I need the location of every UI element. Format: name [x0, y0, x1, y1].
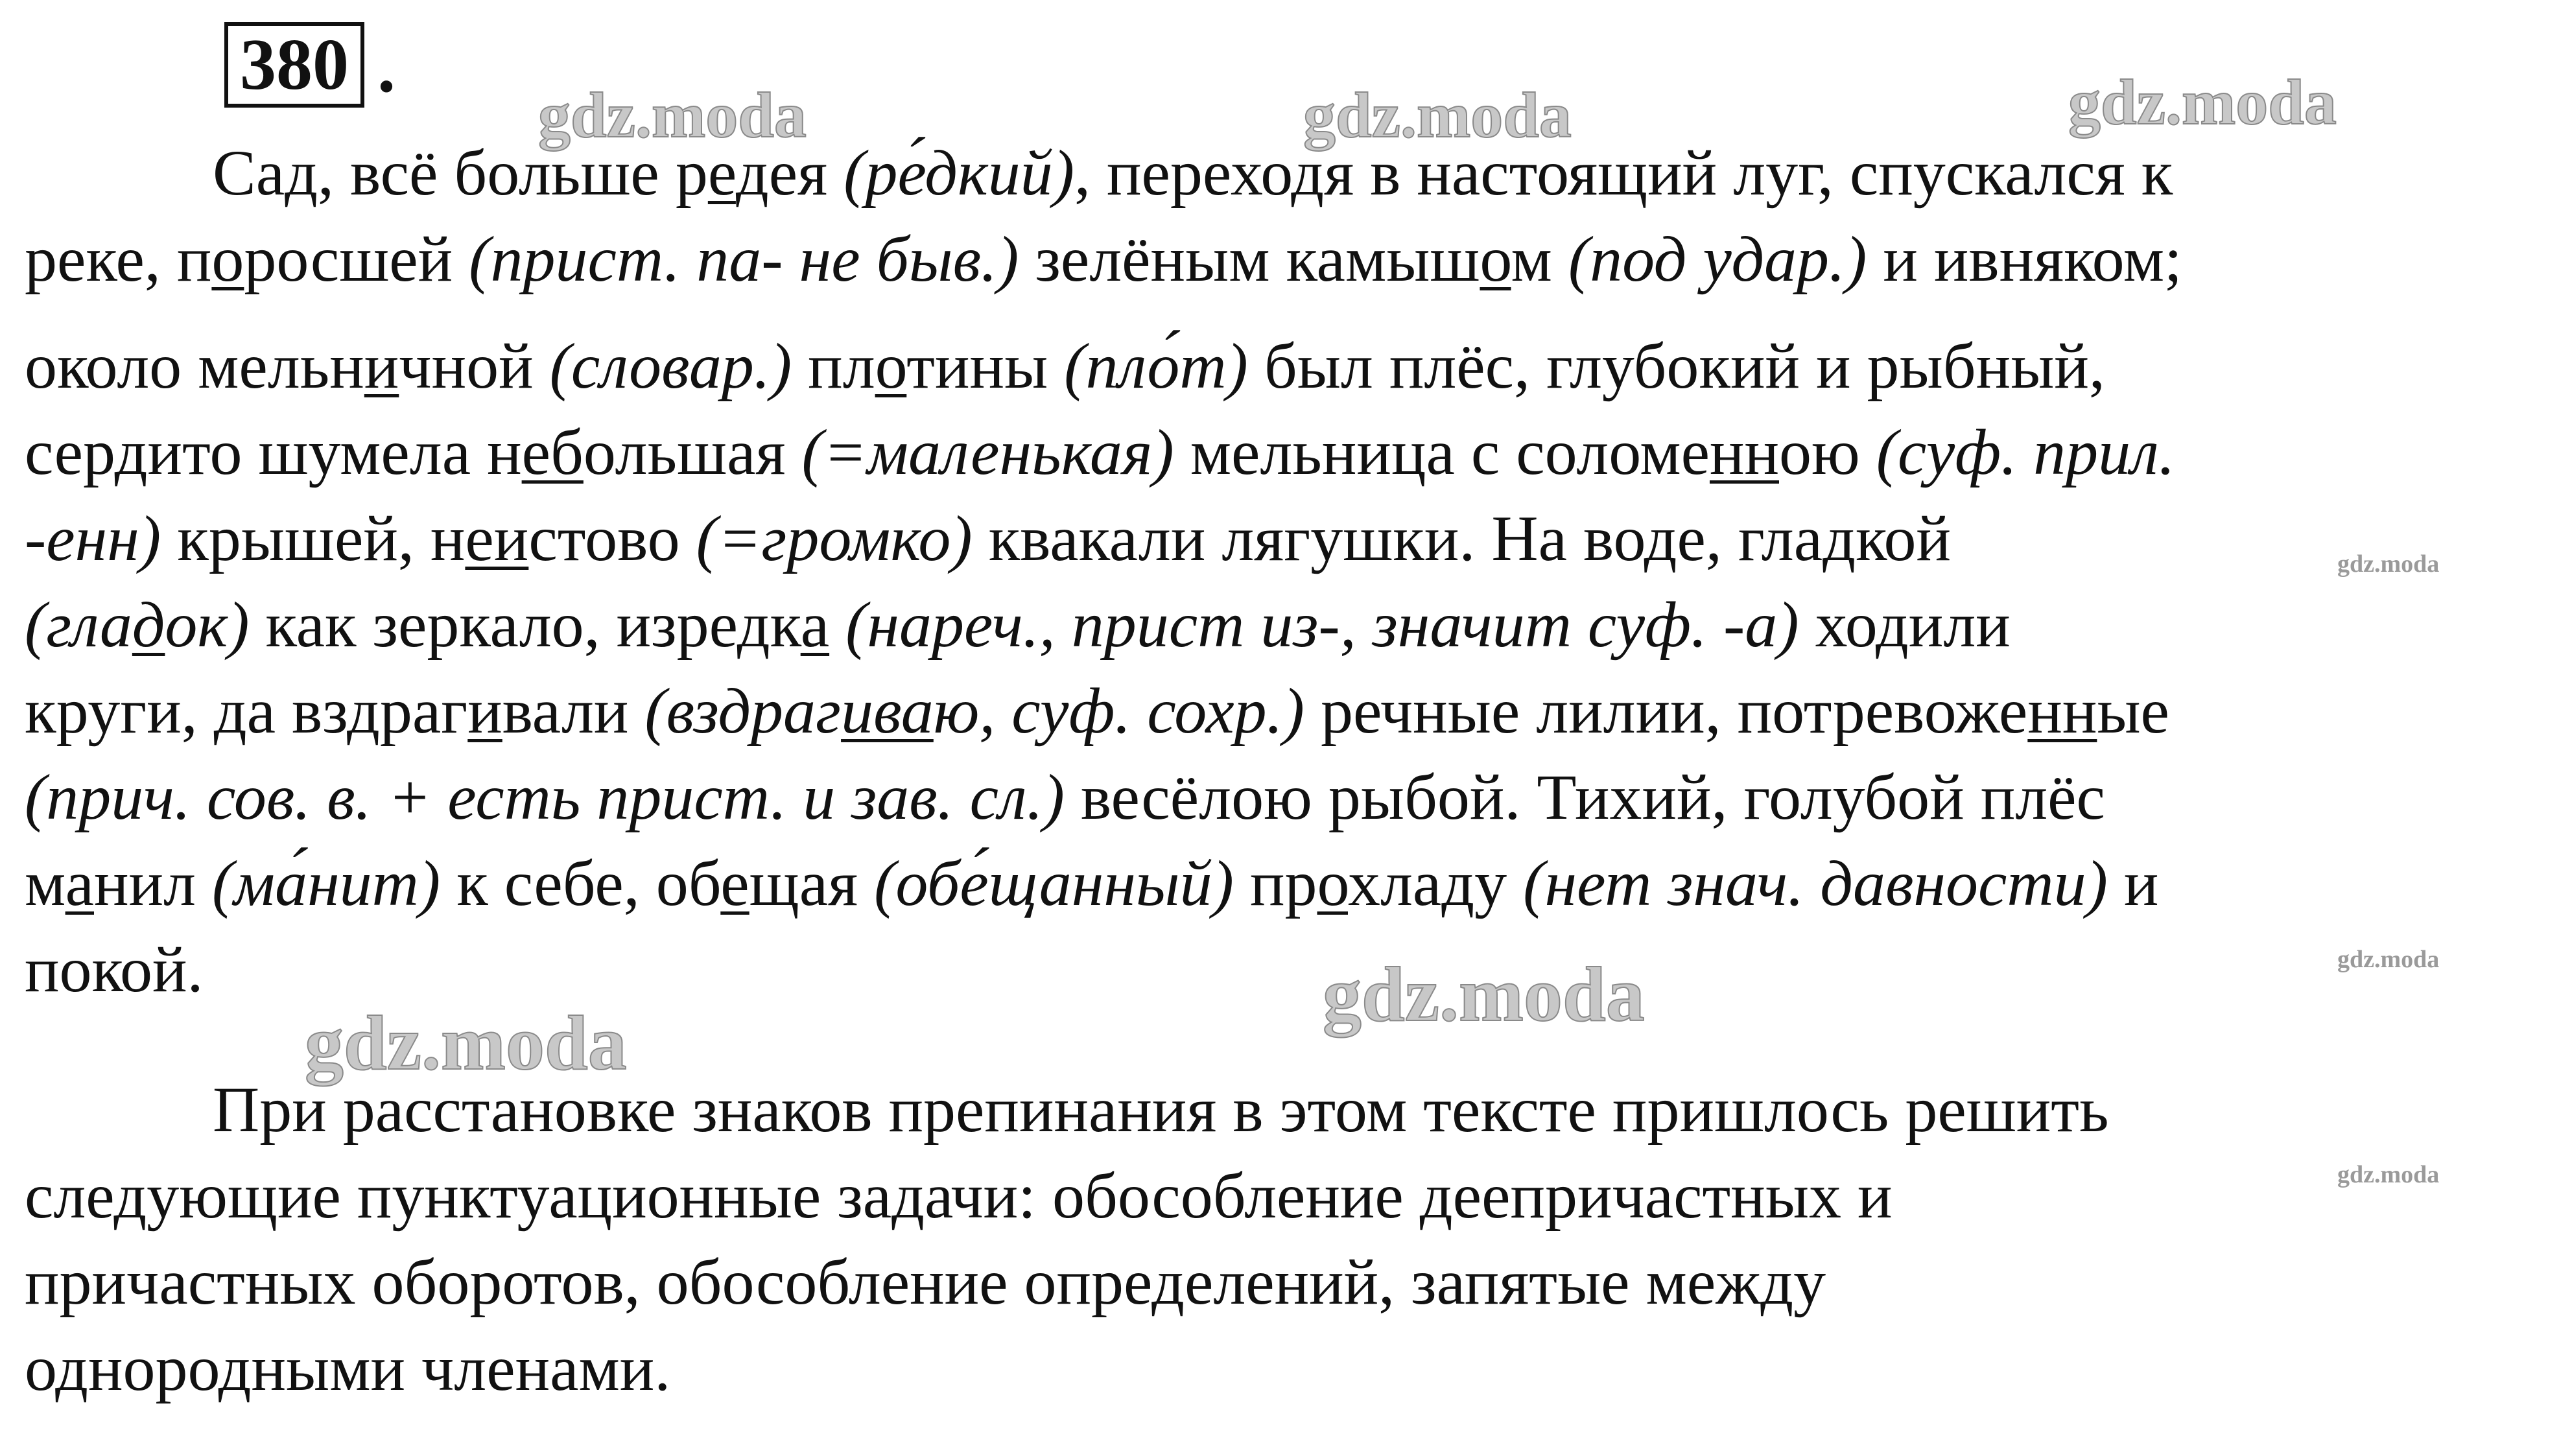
- italic-note: ит): [339, 847, 441, 919]
- underlined-letter: а: [800, 589, 830, 661]
- underlined-letter: и: [364, 330, 399, 402]
- paragraph-1-line: [25, 840, 2553, 926]
- watermark: gdz.moda: [2068, 66, 2337, 138]
- text-run: дея: [735, 137, 844, 209]
- text-run: речные лилии, потревоже: [1304, 675, 2028, 747]
- italic-note: (вздраг: [644, 675, 842, 747]
- italic-note: (=маленькая): [801, 416, 1174, 488]
- underlined-letter: о: [211, 223, 244, 295]
- watermark: gdz.moda: [538, 79, 807, 151]
- underlined-letter: д: [132, 589, 165, 661]
- paragraph-1: [25, 130, 2553, 1013]
- text-run: ые: [2097, 675, 2169, 747]
- text-run: нил: [94, 847, 212, 919]
- text-run: сердито шумела н: [25, 416, 522, 488]
- underlined-letter: е: [707, 137, 736, 209]
- paragraph-1-line: [25, 495, 2553, 581]
- paragraph-1-line: [25, 668, 2553, 754]
- underlined-letter: о: [875, 330, 907, 402]
- text-run: чной: [399, 330, 550, 402]
- text-run: зелёным камыш: [1019, 223, 1480, 295]
- text-run: [829, 589, 845, 661]
- text-run: круги, да вздраг: [25, 675, 468, 747]
- paragraph-1-line: [25, 130, 2553, 216]
- watermark: gdz.moda: [1323, 951, 1645, 1037]
- watermark: gdz.moda: [1303, 79, 1572, 151]
- text-run: тины: [906, 330, 1065, 402]
- text-run: росшей: [244, 223, 469, 295]
- italic-note: (гла: [25, 589, 132, 661]
- italic-note: (нет знач. давности): [1523, 847, 2108, 919]
- italic-note: (словар.): [549, 330, 792, 402]
- text-run: квакали лягушки. На воде, гла: [972, 502, 1823, 574]
- underlined-letter: нн: [1709, 416, 1779, 488]
- text-run: реке, п: [25, 223, 212, 295]
- text-run: как зеркало, изредк: [249, 589, 801, 661]
- text-run: м: [1511, 223, 1568, 295]
- underlined-letter: а: [65, 847, 94, 919]
- text-run: ольшая: [583, 416, 802, 488]
- italic-note: ок): [165, 589, 250, 661]
- exercise-number-dot: .: [377, 27, 395, 108]
- text-run: м: [25, 847, 65, 919]
- text-run: мельница с соломе: [1174, 416, 1710, 488]
- text-run: и ивняком;: [1867, 223, 2182, 295]
- text-run: Сад, всё больше р: [213, 137, 708, 209]
- text-run: пл: [792, 330, 875, 402]
- paragraph-2-line-3: причастных оборотов, обособление определений, запятые между: [25, 1246, 1826, 1318]
- italic-note: (обе́щанный): [874, 847, 1234, 919]
- underlined-letter: и: [467, 675, 502, 747]
- text-run: к себе, об: [440, 847, 721, 919]
- italic-note: ю, суф. сохр.): [933, 675, 1304, 747]
- underlined-letter: еб: [521, 416, 584, 488]
- watermark: gdz.moda: [2337, 550, 2440, 578]
- italic-note: (пло́т): [1064, 330, 1248, 402]
- text-run: пр: [1233, 847, 1317, 919]
- paragraph-1-line: [25, 216, 2553, 302]
- text-run: был плёс, глубокий и рыбный,: [1247, 330, 2105, 402]
- text-run: и: [2107, 847, 2159, 919]
- paragraph-1-line: [25, 754, 2553, 840]
- underlined-letter: д: [1823, 502, 1856, 574]
- italic-note: -енн): [25, 502, 161, 574]
- text-run: покой.: [25, 933, 204, 1005]
- italic-note: (ре́дкий): [844, 137, 1075, 209]
- paragraph-2-line-1: При расстановке знаков препинания в этом тексте пришлось решить: [213, 1074, 2109, 1145]
- text-run: ою: [1779, 416, 1876, 488]
- text-run: вали: [502, 675, 645, 747]
- italic-note: (=громко): [696, 502, 973, 574]
- italic-note: (суф. прил.: [1876, 416, 2175, 488]
- italic-note: (прич. сов. в. + есть прист. и зав. сл.): [25, 761, 1065, 833]
- text-run: стово: [528, 502, 696, 574]
- underlined-letter: е: [720, 847, 749, 919]
- paragraph-1-line: [25, 323, 2553, 409]
- italic-note: (ма́: [211, 847, 308, 919]
- italic-note: (прист. па- не быв.): [469, 223, 1019, 295]
- text-run: хладу: [1348, 847, 1524, 919]
- text-run: , переходя в настоящий луг, спускался к: [1074, 137, 2173, 209]
- underlined-letter: нн: [2027, 675, 2097, 747]
- text-run: весёлою рыбой. Тихий, голубой плёс: [1064, 761, 2105, 833]
- text-run: кой: [1856, 502, 1952, 574]
- underlined-letter: о: [1480, 223, 1511, 295]
- watermark: gdz.moda: [2337, 946, 2440, 973]
- italic-note: (под удар.): [1568, 223, 1867, 295]
- paragraph-2: [25, 1066, 2553, 1411]
- text-run: ходили: [1799, 589, 2011, 661]
- exercise-number: 380: [224, 22, 364, 108]
- watermark: gdz.moda: [2337, 1161, 2440, 1188]
- italic-note: н: [307, 847, 340, 919]
- text-run: крышей, н: [161, 502, 466, 574]
- italic-note: (нареч., прист из-, значит суф. -а): [845, 589, 1799, 661]
- underlined-letter: о: [1317, 847, 1348, 919]
- paragraph-1-line: [25, 581, 2553, 668]
- text-run: щая: [749, 847, 875, 919]
- paragraph-1-line: [25, 409, 2553, 495]
- text-run: около мельн: [25, 330, 364, 402]
- paragraph-2-line-2: следующие пунктуационные задачи: обособление деепричастных и: [25, 1160, 1893, 1232]
- underlined-letter: ива: [841, 675, 934, 747]
- watermark: gdz.moda: [305, 1000, 627, 1086]
- paragraph-2-line-4: однородными членами.: [25, 1332, 671, 1404]
- underlined-letter: еи: [465, 502, 529, 574]
